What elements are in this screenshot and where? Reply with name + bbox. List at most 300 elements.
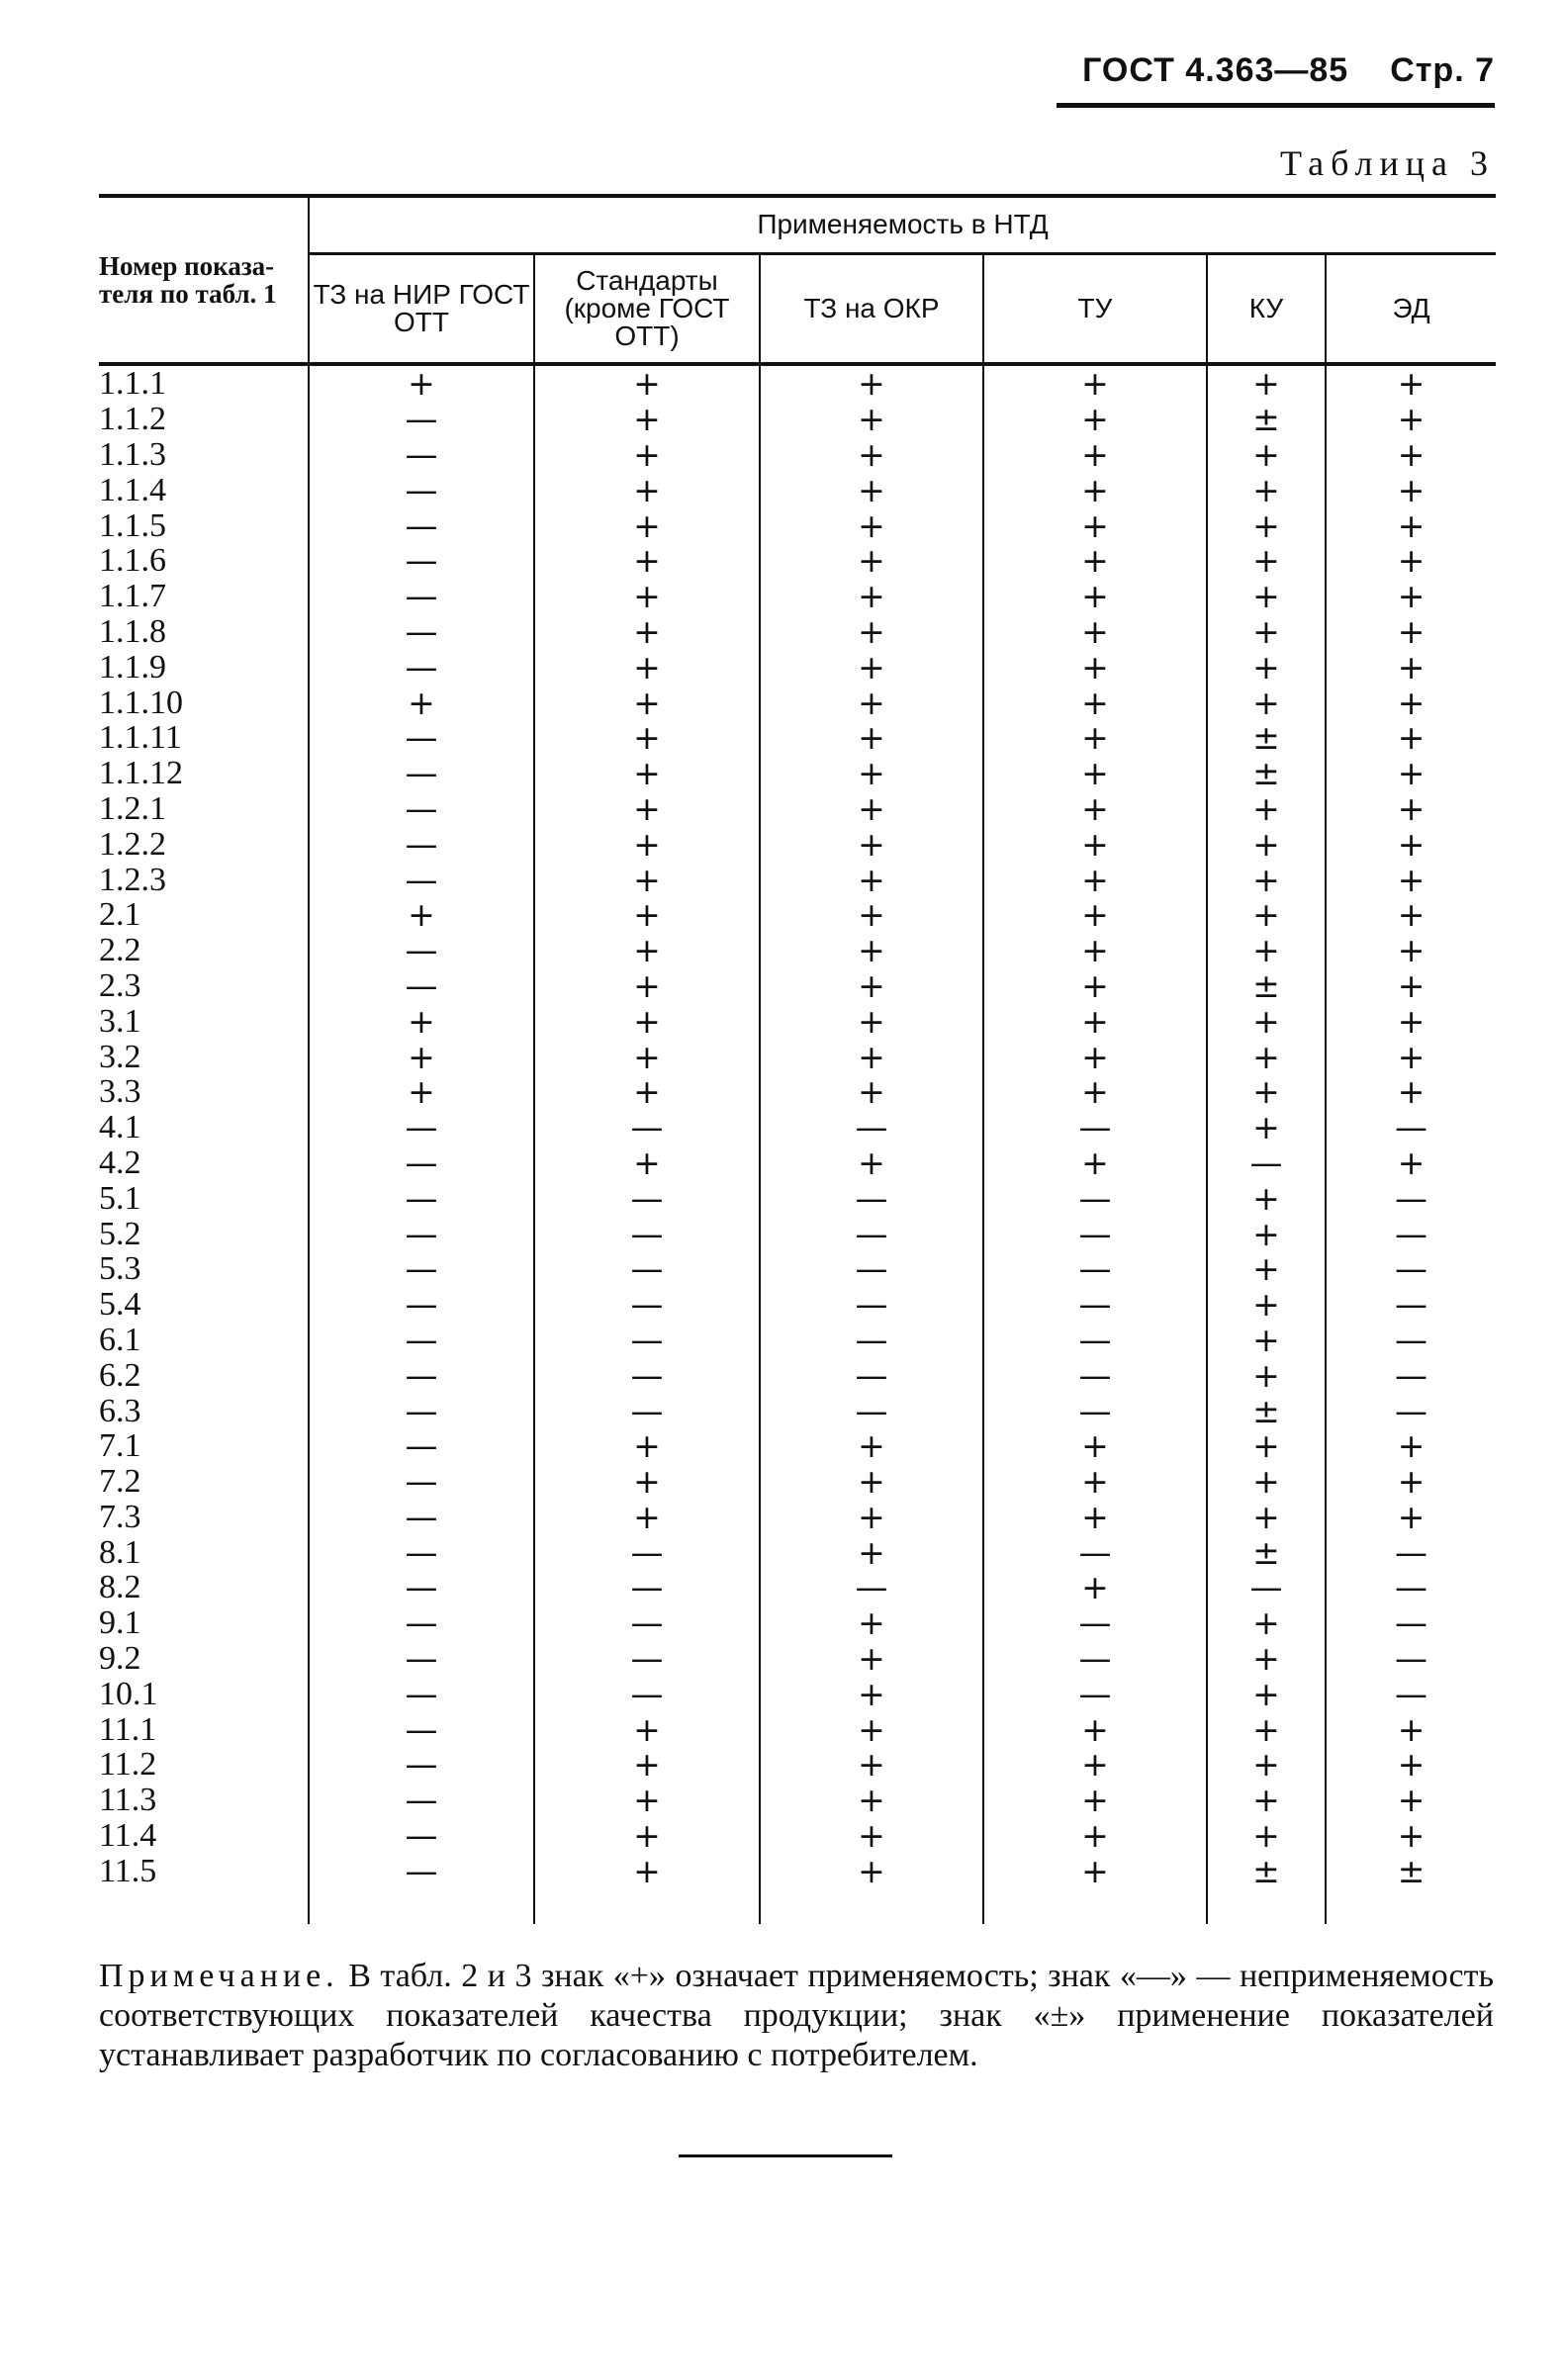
cell-tz-okr: + (760, 507, 983, 543)
spacer-cell (983, 1888, 1207, 1924)
row-indicator-number: 4.1 (99, 1109, 141, 1146)
cell-ed: + (1326, 1464, 1496, 1500)
cell-ed: + (1326, 507, 1496, 543)
row-indicator-number: 1.2.2 (99, 825, 166, 863)
table-row (99, 1323, 1496, 1358)
cell-ed: + (1326, 897, 1496, 933)
cell-ku: + (1207, 1747, 1326, 1783)
note-label: Примечание. (99, 1958, 339, 1994)
cell-ku: + (1207, 1818, 1326, 1854)
row-indicator-number: 1.2.3 (99, 861, 166, 898)
cell-ku: + (1207, 614, 1326, 650)
cell-ed: + (1326, 1818, 1496, 1854)
cell-ku: + (1207, 1428, 1326, 1464)
cell-ku: + (1207, 1676, 1326, 1711)
cell-tz-nir: — (309, 1747, 534, 1783)
row-indicator-number: 1.1.6 (99, 542, 166, 580)
cell-tu: + (983, 1747, 1207, 1783)
row-indicator-number: 1.1.7 (99, 578, 166, 615)
cell-tz-nir: — (309, 1393, 534, 1428)
table-row (99, 1039, 1496, 1074)
cell-ku: + (1207, 826, 1326, 862)
cell-ed: + (1326, 791, 1496, 827)
table-row (99, 1783, 1496, 1818)
cell-tz-okr: + (760, 897, 983, 933)
cell-ed: — (1326, 1180, 1496, 1216)
cell-ed: + (1326, 1747, 1496, 1783)
table-row (99, 1747, 1496, 1783)
cell-ku: + (1207, 1003, 1326, 1039)
col-header-standards: Стандарты (кроме ГОСТ ОТТ) (534, 253, 760, 364)
cell-standards: + (534, 791, 760, 827)
cell-tz-okr: — (760, 1323, 983, 1358)
cell-ed: + (1326, 614, 1496, 650)
table-row (99, 968, 1496, 1004)
cell-tz-okr: + (760, 1039, 983, 1074)
cell-tz-okr: + (760, 933, 983, 968)
cell-tu: + (983, 1711, 1207, 1747)
spacer-cell (309, 1888, 534, 1924)
cell-tu: — (983, 1641, 1207, 1677)
cell-tu: + (983, 649, 1207, 685)
table-row (99, 1287, 1496, 1323)
cell-tz-nir: — (309, 1853, 534, 1888)
cell-tu: + (983, 756, 1207, 791)
cell-tz-nir: — (309, 756, 534, 791)
cell-standards: + (534, 1853, 760, 1888)
cell-tu: + (983, 897, 1207, 933)
col-header-ed: ЭД (1326, 253, 1496, 364)
cell-ed: — (1326, 1251, 1496, 1287)
cell-tz-okr: — (760, 1393, 983, 1428)
cell-tz-okr: + (760, 1605, 983, 1641)
cell-tz-okr: + (760, 614, 983, 650)
cell-ed: ± (1326, 1853, 1496, 1888)
cell-ku: + (1207, 1605, 1326, 1641)
row-indicator-number: 11.1 (99, 1710, 157, 1748)
cell-ed: + (1326, 1003, 1496, 1039)
table-row (99, 1216, 1496, 1251)
cell-ku: + (1207, 579, 1326, 614)
cell-ed: + (1326, 402, 1496, 437)
table-row (99, 756, 1496, 791)
cell-ed: + (1326, 1074, 1496, 1110)
cell-tz-okr: + (760, 1003, 983, 1039)
cell-tu: + (983, 437, 1207, 473)
cell-standards: + (534, 437, 760, 473)
cell-tu: + (983, 1039, 1207, 1074)
cell-tz-okr: + (760, 1711, 983, 1747)
row-indicator-number: 1.1.11 (99, 719, 182, 757)
table-row (99, 543, 1496, 579)
cell-standards: + (534, 649, 760, 685)
row-indicator-number: 9.2 (99, 1640, 141, 1678)
col-header-tz-nir: ТЗ на НИР ГОСТ ОТТ (309, 253, 534, 364)
table-row (99, 1003, 1496, 1039)
spacer-cell (1207, 1888, 1326, 1924)
spacer-cell (1326, 1888, 1496, 1924)
cell-tz-nir: + (309, 1039, 534, 1074)
cell-ed: + (1326, 472, 1496, 507)
spacer-cell (760, 1888, 983, 1924)
cell-tu: + (983, 1428, 1207, 1464)
table-row (99, 1251, 1496, 1287)
row-indicator-number: 1.1.5 (99, 506, 166, 544)
table-row (99, 862, 1496, 897)
table-row (99, 1110, 1496, 1145)
table-row (99, 1464, 1496, 1500)
cell-tz-nir: — (309, 543, 534, 579)
cell-tz-okr: + (760, 1853, 983, 1888)
cell-tz-okr: — (760, 1287, 983, 1323)
cell-tz-nir: — (309, 1570, 534, 1605)
cell-tz-okr: + (760, 437, 983, 473)
cell-tz-okr: + (760, 1428, 983, 1464)
cell-tz-okr: + (760, 1145, 983, 1181)
col-header-indicator-number: Номер показа-теля по табл. 1 (99, 196, 309, 364)
table-row (99, 897, 1496, 933)
cell-tz-okr: + (760, 649, 983, 685)
row-indicator-number: 9.1 (99, 1604, 141, 1642)
cell-ed: + (1326, 1145, 1496, 1181)
cell-tz-nir: — (309, 1641, 534, 1677)
cell-tz-nir: — (309, 791, 534, 827)
cell-tz-nir: — (309, 1818, 534, 1854)
cell-standards: — (534, 1180, 760, 1216)
cell-tz-okr: + (760, 1074, 983, 1110)
cell-tz-okr: + (760, 1534, 983, 1570)
cell-tz-nir: — (309, 1500, 534, 1535)
cell-tu: — (983, 1605, 1207, 1641)
cell-ku: + (1207, 1711, 1326, 1747)
cell-tu: + (983, 1500, 1207, 1535)
table-row (99, 791, 1496, 827)
cell-ku: — (1207, 1570, 1326, 1605)
row-indicator-number: 3.1 (99, 1002, 141, 1040)
cell-tz-nir: — (309, 614, 534, 650)
cell-tz-nir: — (309, 1145, 534, 1181)
standard-number: ГОСТ 4.363—85 (1082, 51, 1349, 89)
cell-ed: — (1326, 1287, 1496, 1323)
cell-tz-nir: + (309, 1074, 534, 1110)
cell-standards: + (534, 543, 760, 579)
cell-ed: — (1326, 1110, 1496, 1145)
table-row (99, 1357, 1496, 1393)
cell-tu: — (983, 1534, 1207, 1570)
cell-tz-nir: — (309, 933, 534, 968)
cell-tz-nir: — (309, 862, 534, 897)
cell-tz-nir: — (309, 1534, 534, 1570)
cell-tz-okr: — (760, 1180, 983, 1216)
cell-tz-nir: — (309, 826, 534, 862)
cell-tu: + (983, 1003, 1207, 1039)
cell-ku: ± (1207, 1853, 1326, 1888)
cell-standards: — (534, 1216, 760, 1251)
cell-tu: + (983, 1818, 1207, 1854)
cell-ku: + (1207, 862, 1326, 897)
cell-standards: — (534, 1676, 760, 1711)
page-number: Стр. 7 (1390, 51, 1495, 89)
cell-tu: + (983, 402, 1207, 437)
cell-ed: + (1326, 1039, 1496, 1074)
cell-ku: ± (1207, 720, 1326, 756)
cell-ed: + (1326, 364, 1496, 402)
cell-tz-nir: — (309, 1216, 534, 1251)
spacer-cell (99, 1888, 309, 1924)
cell-tz-nir: — (309, 1180, 534, 1216)
table-row (99, 614, 1496, 650)
cell-tu: + (983, 1464, 1207, 1500)
cell-ku: + (1207, 897, 1326, 933)
cell-standards: + (534, 685, 760, 720)
cell-ed: — (1326, 1676, 1496, 1711)
table-row (99, 685, 1496, 720)
row-indicator-number: 11.4 (99, 1817, 157, 1855)
cell-tz-nir: + (309, 1003, 534, 1039)
cell-tu: + (983, 579, 1207, 614)
cell-ku: + (1207, 437, 1326, 473)
cell-standards: — (534, 1251, 760, 1287)
cell-ed: — (1326, 1393, 1496, 1428)
cell-ed: + (1326, 543, 1496, 579)
cell-tz-nir: — (309, 402, 534, 437)
table-note (99, 1957, 1494, 2075)
cell-ku: + (1207, 791, 1326, 827)
applicability-table (99, 194, 1496, 1924)
cell-standards: + (534, 364, 760, 402)
cell-standards: + (534, 720, 760, 756)
table-row (99, 826, 1496, 862)
table-row (99, 933, 1496, 968)
cell-tz-okr: + (760, 791, 983, 827)
cell-tz-nir: — (309, 579, 534, 614)
cell-tu: — (983, 1287, 1207, 1323)
row-indicator-number: 5.2 (99, 1215, 141, 1252)
footer-rule (679, 2154, 892, 2157)
cell-ed: + (1326, 1500, 1496, 1535)
cell-tz-nir: — (309, 1605, 534, 1641)
cell-standards: + (534, 862, 760, 897)
cell-ku: + (1207, 472, 1326, 507)
row-indicator-number: 11.2 (99, 1746, 157, 1784)
cell-standards: + (534, 1039, 760, 1074)
cell-ed: + (1326, 579, 1496, 614)
cell-tz-nir: — (309, 1676, 534, 1711)
cell-tz-nir: — (309, 1464, 534, 1500)
row-indicator-number: 11.5 (99, 1852, 157, 1889)
cell-tz-nir: — (309, 472, 534, 507)
table-row (99, 720, 1496, 756)
cell-tz-nir: — (309, 1323, 534, 1358)
page-header (1082, 51, 1495, 90)
cell-ku: + (1207, 1110, 1326, 1145)
row-indicator-number: 2.1 (99, 896, 141, 934)
cell-tu: — (983, 1357, 1207, 1393)
row-indicator-number: 2.3 (99, 966, 141, 1004)
cell-ku: — (1207, 1145, 1326, 1181)
cell-tz-nir: — (309, 1110, 534, 1145)
cell-standards: + (534, 1428, 760, 1464)
cell-tz-nir: — (309, 1783, 534, 1818)
cell-tz-okr: + (760, 1500, 983, 1535)
row-indicator-number: 6.2 (99, 1356, 141, 1394)
table-row (99, 402, 1496, 437)
table-row (99, 1534, 1496, 1570)
table-row (99, 1180, 1496, 1216)
cell-standards: + (534, 1464, 760, 1500)
cell-standards: + (534, 1783, 760, 1818)
cell-tz-okr: + (760, 1676, 983, 1711)
cell-ku: + (1207, 1641, 1326, 1677)
cell-tu: — (983, 1180, 1207, 1216)
cell-standards: + (534, 826, 760, 862)
cell-ku: + (1207, 1216, 1326, 1251)
row-indicator-number: 1.1.8 (99, 612, 166, 650)
cell-ku: ± (1207, 1393, 1326, 1428)
cell-tz-nir: + (309, 364, 534, 402)
cell-standards: + (534, 1500, 760, 1535)
cell-tu: + (983, 933, 1207, 968)
cell-standards: — (534, 1605, 760, 1641)
row-indicator-number: 4.2 (99, 1144, 141, 1181)
cell-standards: + (534, 1747, 760, 1783)
cell-tz-nir: — (309, 437, 534, 473)
cell-tz-okr: + (760, 756, 983, 791)
cell-tu: + (983, 968, 1207, 1004)
row-indicator-number: 1.1.4 (99, 471, 166, 508)
row-indicator-number: 10.1 (99, 1675, 158, 1712)
cell-tz-okr: + (760, 579, 983, 614)
cell-tu: + (983, 862, 1207, 897)
cell-standards: + (534, 614, 760, 650)
cell-ku: ± (1207, 968, 1326, 1004)
cell-ed: + (1326, 1428, 1496, 1464)
cell-tz-okr: + (760, 472, 983, 507)
cell-standards: + (534, 472, 760, 507)
table-body (99, 364, 1496, 1924)
cell-ku: + (1207, 1323, 1326, 1358)
table-row (99, 472, 1496, 507)
cell-tz-okr: + (760, 1818, 983, 1854)
cell-tz-okr: + (760, 720, 983, 756)
cell-ku: + (1207, 933, 1326, 968)
cell-standards: + (534, 968, 760, 1004)
table-row (99, 1641, 1496, 1677)
cell-tz-nir: — (309, 1287, 534, 1323)
col-header-tu: ТУ (983, 253, 1207, 364)
note-text: В табл. 2 и 3 знак «+» означает применяемость; знак «—» — неприменяемость соответствующих показателей качества продукции; знак «±» применение показателей устанавливает разработчик по согласованию с потребителем. (99, 1958, 1495, 2073)
cell-ku: + (1207, 507, 1326, 543)
cell-tu: + (983, 720, 1207, 756)
cell-tz-okr: — (760, 1357, 983, 1393)
cell-standards: + (534, 1003, 760, 1039)
cell-tu: + (983, 507, 1207, 543)
cell-tz-okr: — (760, 1110, 983, 1145)
cell-ku: + (1207, 1039, 1326, 1074)
table-label: Таблица 3 (1280, 143, 1495, 183)
table-row (99, 437, 1496, 473)
row-indicator-number: 5.3 (99, 1250, 141, 1288)
cell-ed: + (1326, 826, 1496, 862)
table-row (99, 1676, 1496, 1711)
cell-tz-okr: + (760, 968, 983, 1004)
cell-tu: + (983, 685, 1207, 720)
cell-tz-nir: — (309, 1428, 534, 1464)
header-rule (1057, 103, 1495, 108)
row-indicator-number: 5.1 (99, 1179, 141, 1217)
cell-standards: — (534, 1110, 760, 1145)
cell-ed: + (1326, 1711, 1496, 1747)
cell-tu: + (983, 1570, 1207, 1605)
cell-ed: — (1326, 1605, 1496, 1641)
cell-tu: — (983, 1323, 1207, 1358)
cell-tu: + (983, 1145, 1207, 1181)
row-indicator-number: 7.3 (99, 1498, 141, 1535)
cell-standards: + (534, 402, 760, 437)
cell-tu: — (983, 1393, 1207, 1428)
cell-tz-okr: + (760, 1783, 983, 1818)
cell-tu: + (983, 543, 1207, 579)
cell-tz-okr: + (760, 1641, 983, 1677)
cell-ku: + (1207, 1783, 1326, 1818)
cell-ed: + (1326, 862, 1496, 897)
spacer-cell (534, 1888, 760, 1924)
cell-tz-nir: — (309, 968, 534, 1004)
table-row (99, 1853, 1496, 1888)
row-indicator-number: 3.2 (99, 1038, 141, 1075)
row-indicator-number: 8.2 (99, 1569, 141, 1606)
cell-tu: + (983, 614, 1207, 650)
cell-standards: + (534, 507, 760, 543)
cell-standards: — (534, 1287, 760, 1323)
cell-ku: + (1207, 649, 1326, 685)
cell-tu: — (983, 1251, 1207, 1287)
cell-ku: + (1207, 1074, 1326, 1110)
table-row (99, 1428, 1496, 1464)
cell-tz-okr: — (760, 1251, 983, 1287)
row-indicator-number: 3.3 (99, 1073, 141, 1111)
cell-tz-nir: — (309, 1357, 534, 1393)
cell-ku: + (1207, 1357, 1326, 1393)
cell-ed: — (1326, 1357, 1496, 1393)
row-indicator-number: 6.3 (99, 1392, 141, 1429)
row-indicator-number: 1.1.9 (99, 648, 166, 686)
table-row (99, 364, 1496, 402)
cell-tz-okr: + (760, 862, 983, 897)
cell-ed: + (1326, 720, 1496, 756)
cell-tz-nir: — (309, 1251, 534, 1287)
cell-tu: + (983, 1853, 1207, 1888)
table-row (99, 579, 1496, 614)
cell-tz-okr: + (760, 685, 983, 720)
cell-tu: + (983, 1074, 1207, 1110)
cell-tu: + (983, 791, 1207, 827)
cell-standards: + (534, 579, 760, 614)
table-row (99, 1393, 1496, 1428)
cell-ed: + (1326, 968, 1496, 1004)
cell-tz-okr: + (760, 364, 983, 402)
cell-tz-nir: — (309, 649, 534, 685)
table-row (99, 1500, 1496, 1535)
cell-ed: + (1326, 933, 1496, 968)
row-indicator-number: 1.1.10 (99, 684, 183, 721)
cell-tz-nir: + (309, 897, 534, 933)
cell-standards: — (534, 1357, 760, 1393)
row-indicator-number: 1.1.3 (99, 435, 166, 473)
cell-ed: + (1326, 1783, 1496, 1818)
cell-standards: + (534, 1145, 760, 1181)
cell-ku: + (1207, 1500, 1326, 1535)
